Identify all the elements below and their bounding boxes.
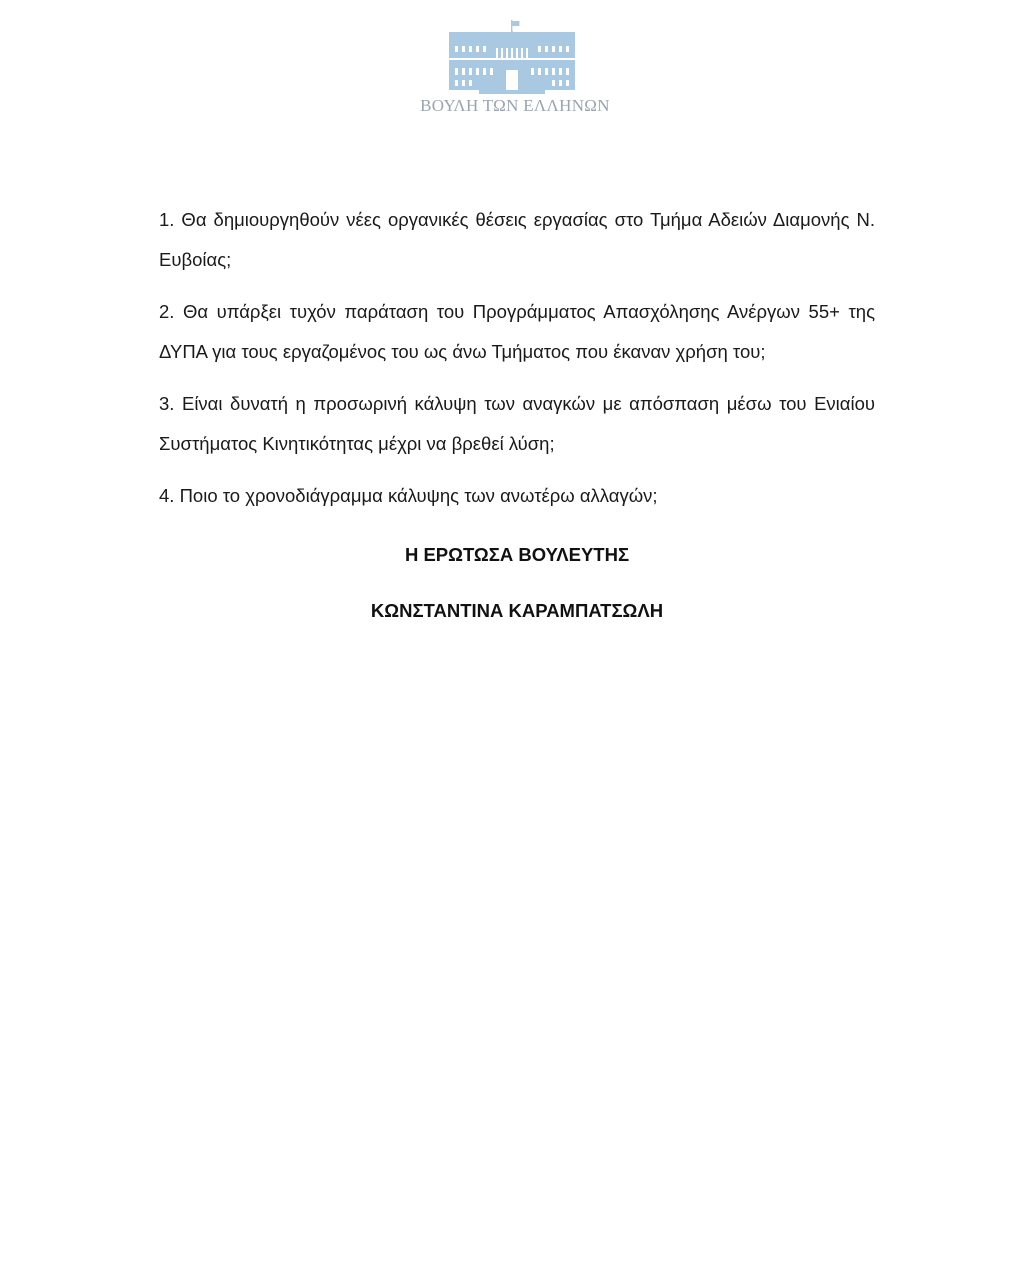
signature-role: Η ΕΡΩΤΩΣΑ ΒΟΥΛΕΥΤΗΣ (404, 544, 630, 565)
letterhead (405, 16, 625, 120)
parliament-title: ΒΟΥΛΗ ΤΩΝ ΕΛΛΗΝΩΝ (420, 96, 610, 115)
question-1: 1. Θα δημιουργηθούν νέες οργανικές θέσεις εργασίας στο Τμήμα Αδειών Διαμονής Ν. Ευβοίας; (159, 209, 875, 270)
signature-name: ΚΩΝΣΤΑΝΤΙΝΑ ΚΑΡΑΜΠΑΤΣΩΛΗ (370, 600, 664, 621)
parliament-building-icon (449, 18, 575, 96)
question-4: 4. Ποιο το χρονοδιάγραμμα κάλυψης των ανωτέρω αλλαγών; (159, 485, 658, 506)
questions-list (159, 200, 875, 528)
question-2: 2. Θα υπάρξει τυχόν παράταση του Προγράμματος Απασχόλησης Ανέργων 55+ της ΔΥΠΑ για τους εργαζομένος του ως άνω Τμήματος που έκαναν χρήση του; (159, 301, 875, 362)
question-3: 3. Είναι δυνατή η προσωρινή κάλυψη των αναγκών με απόσπαση μέσω του Ενιαίου Συστήματος Κινητικότητας μέχρι να βρεθεί λύση; (159, 393, 875, 454)
